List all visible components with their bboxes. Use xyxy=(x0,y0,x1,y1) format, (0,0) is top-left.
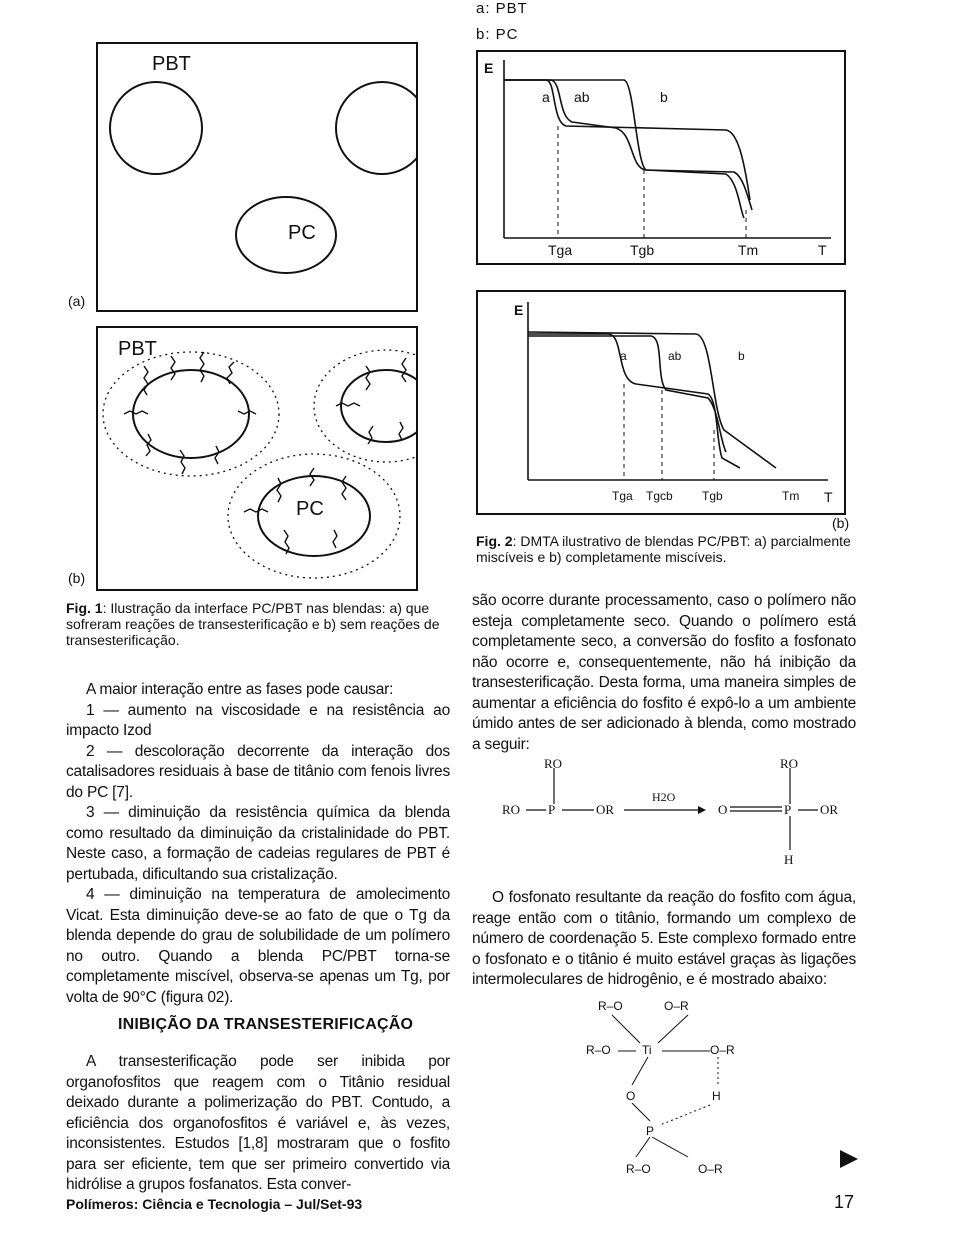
footer-page-number: 17 xyxy=(834,1192,855,1212)
complex-o-r-top-right: O–R xyxy=(664,999,689,1013)
reaction-ro-top-right: RO xyxy=(780,756,799,771)
fig1a-drawing xyxy=(96,42,418,312)
fig1-caption-text: : Ilustração da interface PC/PBT nas blendas: a) que sofreram reações de transesterificação e b) sem reações de transesterificação. xyxy=(66,600,440,648)
fig2b-panel-label: (b) xyxy=(832,515,850,531)
right-column xyxy=(472,591,856,755)
left-p5: 4 — diminuição na temperatura de amolecimento Vicat. Esta diminuição deve-se ao fato de que o Tg da blenda depende do grau de solubilidade de um polímero no outro. Quando a blenda PC/PBT torna-se completamente miscível, observa-se apenas um Tg, por volta de 90°C (figura 02). xyxy=(66,886,450,1006)
fig2a-x-label: T xyxy=(818,242,827,258)
reaction-or-left: OR xyxy=(596,802,615,817)
fig2-caption-number: Fig. 2 xyxy=(476,533,513,549)
fig1b-pbt-label: PBT xyxy=(118,338,157,360)
fig2-caption xyxy=(476,533,856,565)
reaction-scheme-bonds xyxy=(470,750,870,870)
complex-o-r-right: O–R xyxy=(710,1043,735,1057)
footer-journal: Polímeros: Ciência e Tecnologia – Jul/Set-93 xyxy=(66,1196,363,1212)
fig1a-panel-label: (a) xyxy=(68,293,86,309)
fig2b-y-label: E xyxy=(514,302,524,318)
left-p4: 3 — diminuição da resistência química da blenda como resultado da diminuição da cristalinidade do PBT. Neste caso, a formação de cadeias regulares de PBT é pertubada, dificultando sua cristalização. xyxy=(66,804,450,883)
reaction-p-right: P xyxy=(784,802,792,817)
section-heading: INIBIÇÃO DA TRANSESTERIFICAÇÃO xyxy=(118,1016,414,1033)
continue-arrow-icon xyxy=(838,1148,860,1170)
complex-p: P xyxy=(646,1124,655,1138)
fig2a-tick-tm: Tm xyxy=(738,242,759,258)
fig2a-curve-b: b xyxy=(660,89,668,105)
reaction-ro-left: RO xyxy=(502,802,521,817)
fig1a-pc-label: PC xyxy=(288,222,316,244)
complex-o-mid: O xyxy=(626,1089,636,1103)
left-column xyxy=(66,680,450,1008)
fig1b-panel-label: (b) xyxy=(68,570,86,586)
fig1b-pc-label: PC xyxy=(296,498,324,520)
reaction-p-left: P xyxy=(548,802,556,817)
fig2a-curve-ab: ab xyxy=(574,89,590,105)
fig2a-curve-a: a xyxy=(542,89,550,105)
fig1a-pbt-label: PBT xyxy=(152,53,191,75)
fig2a-y-label: E xyxy=(484,60,494,76)
complex-r-o-bottom-left: R–O xyxy=(626,1162,651,1176)
right-p2: O fosfonato resultante da reação do fosfito com água, reage então com o titânio, formando um complexo de número de coordenação 5. Este complexo formado entre o fosfonato e o titânio é muito estável graças às ligações intermoleculares de hidrogênio, e é mostrado abaixo: xyxy=(472,889,856,988)
fig2b-curve-a: a xyxy=(620,349,627,363)
fig2a-tick-tga: Tga xyxy=(548,242,573,258)
reaction-or-right: OR xyxy=(820,802,839,817)
legend-pc: b: PC xyxy=(476,26,519,43)
fig2b-curve-ab: ab xyxy=(668,349,682,363)
fig2b-drawing xyxy=(476,290,846,515)
reaction-h-bottom: H xyxy=(784,852,794,867)
legend-pbt: a: PBT xyxy=(476,0,528,17)
complex-bonds xyxy=(570,995,770,1175)
fig2b-tick-tm: Tm xyxy=(782,489,800,503)
fig1b-drawing xyxy=(96,326,418,591)
fig2-caption-text: : DMTA ilustrativo de blendas PC/PBT: a) parcialmente miscíveis e b) completamente miscíveis. xyxy=(476,533,851,565)
left-p3: 2 — descoloração decorrente da interação dos catalisadores residuais à base de titânio com fenois livres do PC [7]. xyxy=(66,742,450,801)
left-p6: A transesterificação pode ser inibida por organofosfitos que reagem com o Titânio residual deixado durante a polimerização do PBT. Contudo, a eficiência dos organofosfitos é variável e, às vezes, inconsistentes. Estudos [1,8] mostraram que o fosfito para ser eficiente, tem que ser primeiro convertido via hidrólise a grupos fosfanatos. Esta conver- xyxy=(66,1053,450,1193)
complex-o-r-bottom-right: O–R xyxy=(698,1162,723,1176)
reaction-o-right: O xyxy=(718,802,728,817)
fig2b-x-label: T xyxy=(824,489,833,505)
fig2a-tick-tgb: Tgb xyxy=(630,242,655,258)
right-p1: são ocorre durante processamento, caso o polímero não esteja completamente seco. Quando o polímero está completamente seco, a conversão do fosfito a fosfonato não ocorre e, consequentemente, não há inibição da transesterificação. Desta forma, uma maneira simples de aumentar a eficiência do fosfito é expô-lo a um ambiente úmido antes de ser adicionado à blenda, como mostrado a seguir: xyxy=(472,592,856,753)
left-column-bottom xyxy=(66,1052,450,1196)
reaction-h2o: H2O xyxy=(652,790,676,804)
left-p1: A maior interação entre as fases pode causar: xyxy=(86,681,394,698)
fig2b-curve-b: b xyxy=(738,349,745,363)
fig2b-tick-tga: Tga xyxy=(612,489,633,503)
fig2a-drawing xyxy=(476,50,846,265)
complex-r-o-left: R–O xyxy=(586,1043,611,1057)
fig2b-tick-tgb: Tgb xyxy=(702,489,723,503)
right-column-2 xyxy=(472,888,856,991)
reaction-ro-top-left: RO xyxy=(544,756,563,771)
left-p2: 1 — aumento na viscosidade e na resistência ao impacto Izod xyxy=(66,701,450,739)
fig1-caption-number: Fig. 1 xyxy=(66,600,103,616)
fig1-caption xyxy=(66,600,456,648)
complex-ti: Ti xyxy=(642,1043,652,1057)
fig2b-tick-tgcb: Tgcb xyxy=(646,489,673,503)
complex-h-mid: H xyxy=(712,1089,721,1103)
complex-r-o-top-left: R–O xyxy=(598,999,623,1013)
